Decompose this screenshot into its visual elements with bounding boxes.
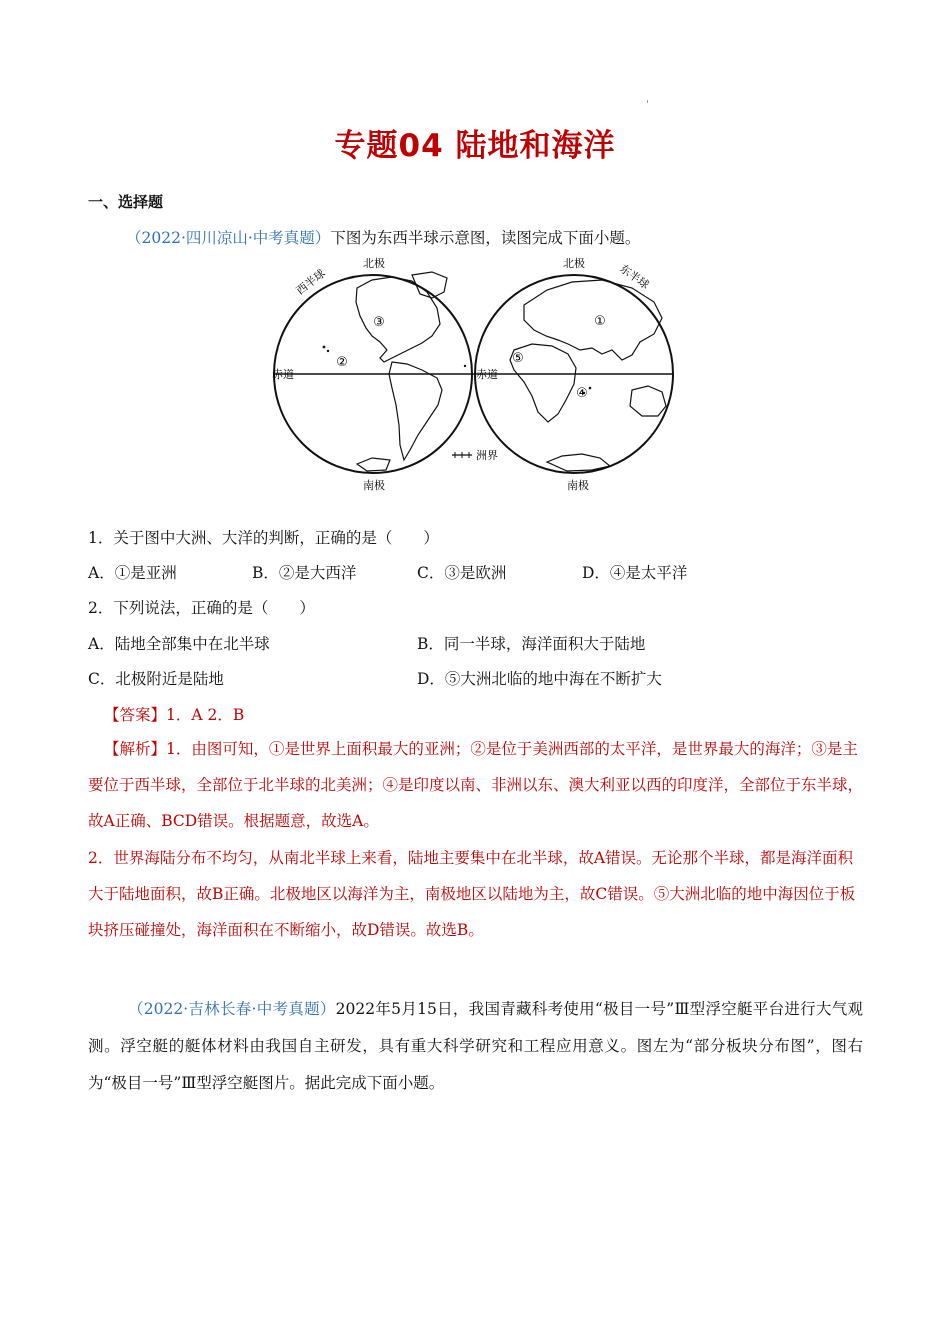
south-pole-label-east: 南极 [567,479,589,492]
q1-option-b: B．②是大西洋 [252,564,357,582]
island-mark [323,346,326,349]
analysis-1-text: 1．由图可知，①是世界上面积最大的亚洲；②是位于美洲西部的太平洋，是世界最大的海洋；③是主要位于西半球，全部位于北半球的北美洲；④是印度以南、非洲以东、澳大利亚以西的印度洋，全部位于东半球，故A正确、BCD错误。根据题意，故选A。 [88,740,864,830]
source-tag-2: （2022·吉林长春·中考真题） [128,1000,336,1018]
question-intro [126,226,640,248]
q1-option-c: C．③是欧洲 [417,564,507,582]
marker-3: ③ [373,315,385,330]
source-tag: （2022·四川凉山·中考真题） [126,229,331,247]
analysis-paragraph-1 [88,731,863,839]
analysis-tag: 【解析】 [104,740,167,758]
q1-stem: 1．关于图中大洲、大洋的判断，正确的是（ ） [88,529,439,547]
answer-text: 1．A 2．B [166,706,245,724]
equator-label-west: 赤道 [272,368,294,381]
intro-text: 下图为东西半球示意图，读图完成下面小题。 [330,229,641,247]
north-pole-label-west: 北极 [363,257,385,270]
analysis-paragraph-2: 2．世界海陆分布不均匀，从南北半球上来看，陆地主要集中在北半球，故A错误。无论那个半球，都是海洋面积大于陆地面积，故B正确。北极地区以海洋为主，南极地区以陆地为主，故C错误。⑤大洲北临的地中海因位于板块挤压碰撞处，海洋面积在不断缩小，故D错误。故选B。 [88,849,856,939]
q1-option-d: D．④是太平洋 [582,564,688,582]
antarctica-outline [547,454,610,471]
marker-1: ① [594,314,606,329]
eurasia-outline [524,280,662,360]
answer-tag: 【答案】 [104,706,167,724]
marker-2: ② [336,355,348,370]
north-america-outline [356,277,440,362]
south-america-outline [389,362,442,460]
south-pole-label-west: 南极 [363,479,385,492]
island-mark [327,350,329,352]
page-title: 专题04 陆地和海洋 [334,128,616,164]
equator-label-east: 赤道 [476,368,498,381]
australia-outline [630,386,666,416]
q2-option-d: D．⑤大洲北临的地中海在不断扩大 [417,670,662,688]
q2-option-b: B．同一半球，海洋面积大于陆地 [417,635,646,653]
q2-stem: 2．下列说法，正确的是（ ） [88,599,315,617]
q1-option-a: A．①是亚洲 [88,564,177,582]
west-hemisphere-label: 西半球 [293,266,328,298]
island-mark [589,387,592,390]
marker-5: ⑤ [512,351,524,366]
legend-boundary-symbol [452,452,472,458]
antarctica-west-outline [357,458,390,471]
north-pole-label-east: 北极 [563,257,585,270]
question-group-2-text: 2022年5月15日，我国青藏科考使用“极目一号”Ⅲ型浮空艇平台进行大气观测。浮空艇的艇体材料由我国自主研发，具有重大科学研究和工程应用意义。图左为“部分板块分布图”，图右为“极目一号”Ⅲ型浮空艇图片。据此完成下面小题。 [88,1000,863,1092]
east-hemisphere-label: 东半球 [617,261,652,292]
q2-option-c: C．北极附近是陆地 [88,670,224,688]
section-heading: 一、选择题 [88,193,164,211]
answer-line [104,703,244,725]
page-mark [647,100,648,103]
hemispheres-map [262,250,692,498]
q2-option-a: A．陆地全部集中在北半球 [88,635,270,653]
island-mark [464,365,466,367]
question-group-2-intro [88,991,863,1102]
marker-4: ④ [576,386,588,401]
legend-label: 洲界 [476,449,498,462]
